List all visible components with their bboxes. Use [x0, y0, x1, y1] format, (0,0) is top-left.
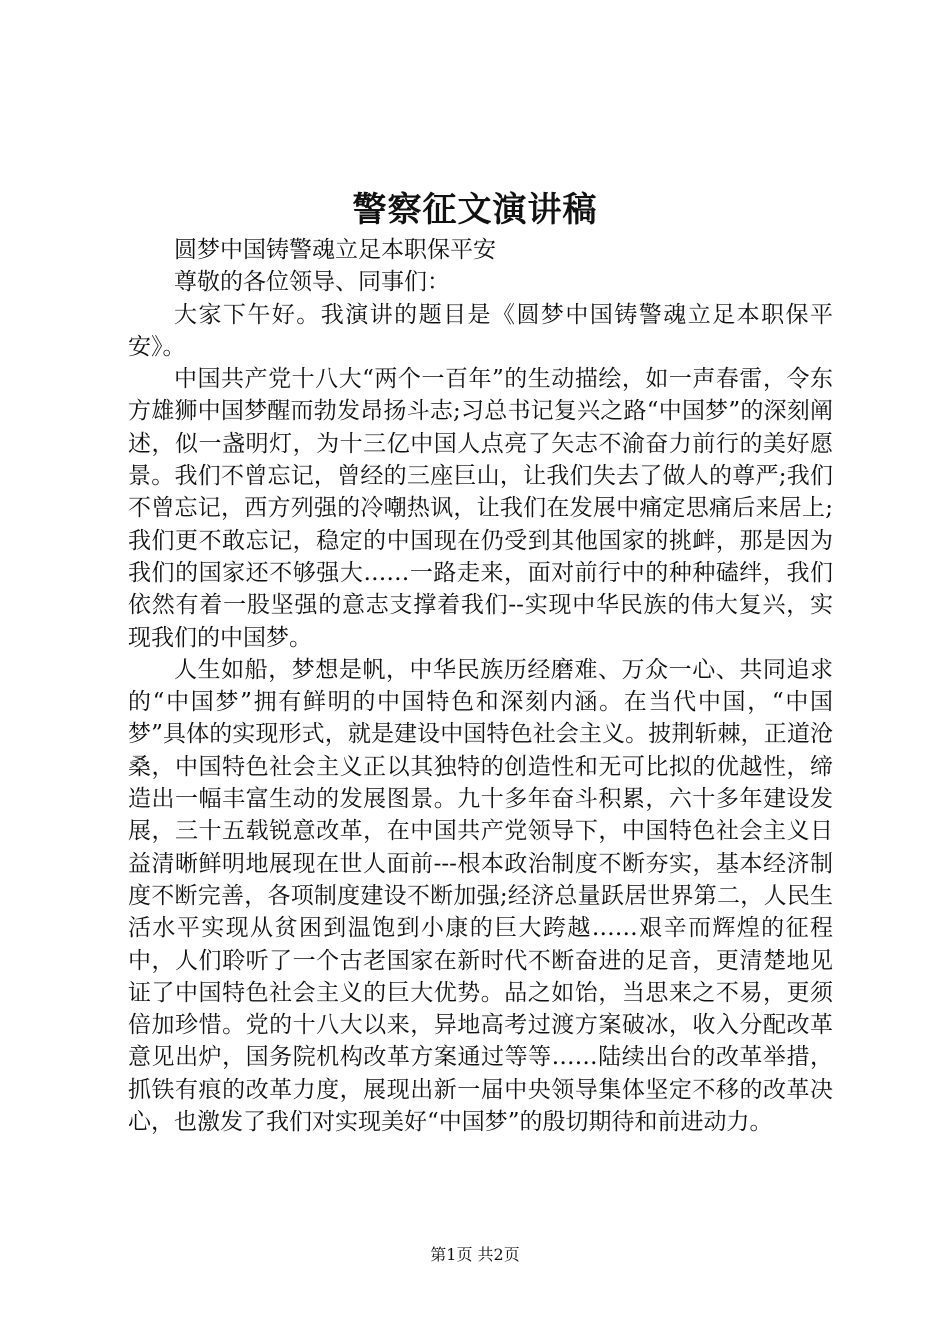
- body-paragraph: 中国共产党十八大“两个一百年”的生动描绘，如一声春雷，令东方雄狮中国梦醒而勃发昂扬斗志;习总书记复兴之路“中国梦”的深刻阐述，似一盏明灯，为十三亿中国人点亮了矢志不渝奋力前行的美好愿景。我们不曾忘记，曾经的三座巨山，让我们失去了做人的尊严;我们不曾忘记，西方列强的冷嘲热讽，让我们在发展中痛定思痛后来居上;我们更不敢忘记，稳定的中国现在仍受到其他国家的挑衅，那是因为我们的国家还不够强大……一路走来，面对前行中的种种磕绊，我们依然有着一股坚强的意志支撑着我们--实现中华民族的伟大复兴，实现我们的中国梦。: [128, 366, 833, 651]
- subtitle-paragraph: 圆梦中国铸警魂立足本职保平安: [174, 237, 496, 263]
- page-footer: 第1页 共2页: [430, 1245, 520, 1264]
- document-body: [128, 234, 833, 1138]
- body-paragraph: 人生如船，梦想是帆，中华民族历经磨难、万众一心、共同追求的“中国梦”拥有鲜明的中国特色和深刻内涵。在当代中国，“中国梦”具体的实现形式，就是建设中国特色社会主义。披荆斩棘，正道沧桑，中国特色社会主义正以其独特的创造性和无可比拟的优越性，缔造出一幅丰富生动的发展图景。九十多年奋斗积累，六十多年建设发展，三十五载锐意改革，在中国共产党领导下，中国特色社会主义日益清晰鲜明地展现在世人面前---根本政治制度不断夯实，基本经济制度不断完善，各项制度建设不断加强;经济总量跃居世界第二，人民生活水平实现从贫困到温饱到小康的巨大跨越……艰辛而辉煌的征程中，人们聆听了一个古老国家在新时代不断奋进的足音，更清楚地见证了中国特色社会主义的巨大优势。品之如饴，当思来之不易，更须倍加珍惜。党的十八大以来，异地高考过渡方案破冰，收入分配改革意见出炉，国务院机构改革方案通过等等……陆续出台的改革举措，抓铁有痕的改革力度，展现出新一届中央领导集体坚定不移的改革决心，也激发了我们对实现美好“中国梦”的殷切期待和前进动力。: [128, 656, 833, 1136]
- document-title: 警察征文演讲稿: [352, 190, 598, 230]
- salutation-paragraph: 尊敬的各位领导、同事们：: [174, 269, 450, 296]
- intro-paragraph: 大家下午好。我演讲的题目是《圆梦中国铸警魂立足本职保平安》。: [128, 301, 833, 360]
